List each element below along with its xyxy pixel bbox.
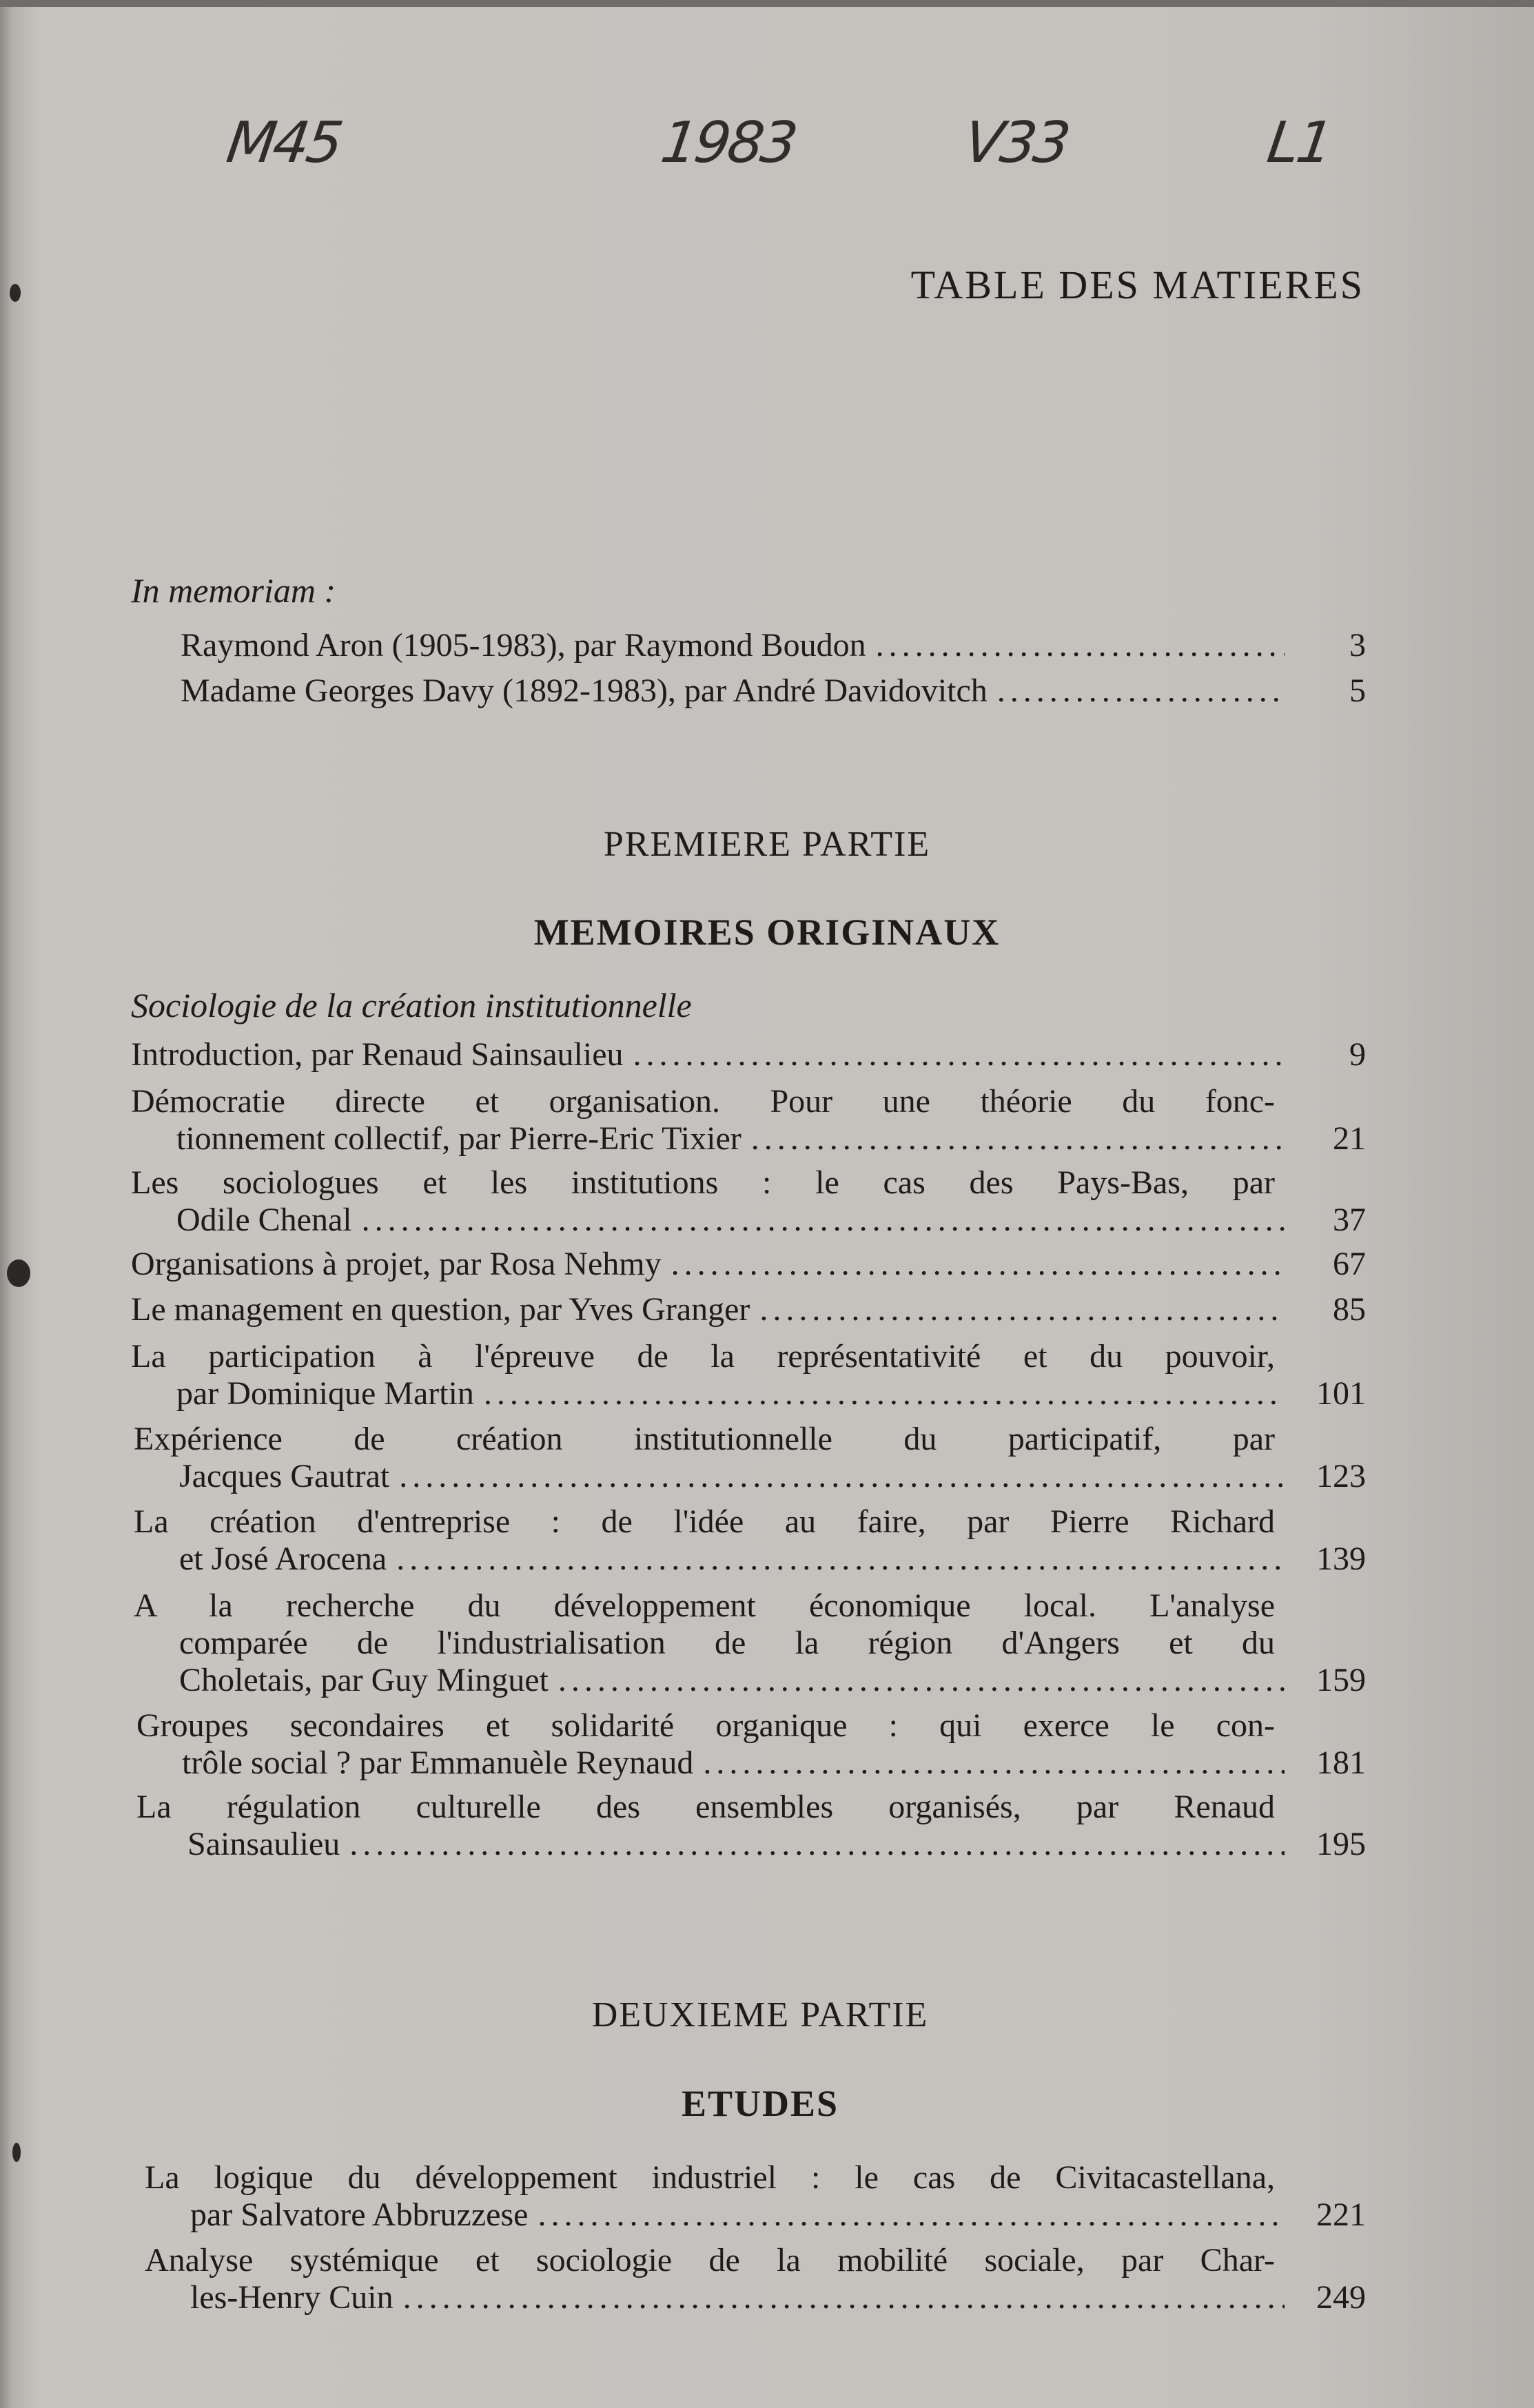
page-number: 67 <box>1333 1246 1366 1282</box>
scan-speck <box>12 2143 21 2162</box>
handwritten-mark-3: V33 <box>960 110 1072 176</box>
entry-text-line: par Dominique Martin <box>176 1375 474 1412</box>
entry-text: Organisations à projet, par Rosa Nehmy <box>131 1246 662 1282</box>
page-number: 139 <box>1316 1541 1366 1577</box>
page-number: 3 <box>1349 627 1366 663</box>
page-top-edge <box>0 0 1534 7</box>
part-2-title: DEUXIEME PARTIE <box>591 1995 929 2035</box>
scan-speck <box>7 1259 30 1287</box>
page-number: 9 <box>1349 1036 1366 1073</box>
leader-dots <box>751 1120 1285 1157</box>
entry-text: Introduction, par Renaud Sainsaulieu <box>131 1036 624 1073</box>
part-2-section-title: ETUDES <box>681 2083 839 2124</box>
page-title: TABLE DES MATIERES <box>910 263 1364 307</box>
entry-text: Madame Georges Davy (1892-1983), par André Davidovitch <box>181 672 988 709</box>
toc-entry <box>145 2242 1366 2316</box>
handwritten-mark-2: 1983 <box>657 110 799 176</box>
entry-text-line: La participation à l'épreuve de la représentativité et du pouvoir, <box>131 1338 1275 1375</box>
toc-entry <box>131 1083 1366 1157</box>
page-number: 195 <box>1316 1826 1366 1862</box>
entry-text-line: La logique du développement industriel : le cas de Civitacastellana, <box>145 2159 1275 2196</box>
page-number: 181 <box>1316 1745 1366 1781</box>
part-1-title: PREMIERE PARTIE <box>603 825 931 864</box>
leader-dots <box>396 1541 1285 1578</box>
page-number: 249 <box>1316 2279 1366 2316</box>
page-number: 85 <box>1333 1291 1366 1328</box>
leader-dots <box>997 672 1285 710</box>
page-number: 21 <box>1333 1120 1366 1157</box>
toc-entry <box>181 672 1366 710</box>
entry-text: Raymond Aron (1905-1983), par Raymond Boudon <box>181 627 866 663</box>
toc-entry <box>131 1291 1366 1328</box>
scan-speck <box>10 284 21 302</box>
toc-entry <box>181 627 1366 664</box>
toc-entry <box>131 1164 1366 1239</box>
page-number: 123 <box>1316 1458 1366 1494</box>
part-1-section-title: MEMOIRES ORIGINAUX <box>533 912 1001 953</box>
entry-text-line: La régulation culturelle des ensembles organisés, par Renaud <box>136 1789 1275 1825</box>
page-number: 101 <box>1316 1375 1366 1412</box>
entry-text-line: Les sociologues et les institutions : le cas des Pays-Bas, par <box>131 1164 1275 1201</box>
leader-dots <box>538 2196 1285 2234</box>
leader-dots <box>399 1458 1285 1495</box>
entry-text-line: les-Henry Cuin <box>190 2279 393 2316</box>
toc-entry <box>136 1789 1366 1863</box>
in-memoriam-label: In memoriam : <box>131 571 336 610</box>
leader-dots <box>403 2279 1285 2316</box>
handwritten-mark-4: L1 <box>1263 110 1335 176</box>
leader-dots <box>349 1826 1285 1863</box>
entry-text-line: Expérience de création institutionnelle du participatif, par <box>134 1421 1275 1457</box>
toc-entry <box>134 1587 1366 1699</box>
toc-entry <box>134 1421 1366 1495</box>
entry-text-line: Analyse systémique et sociologie de la mobilité sociale, par Char- <box>145 2242 1275 2278</box>
toc-entry <box>131 1338 1366 1412</box>
page-number: 221 <box>1316 2196 1366 2233</box>
entry-text-line: tionnement collectif, par Pierre-Eric Tixier <box>176 1120 742 1157</box>
toc-entry <box>134 1503 1366 1578</box>
entry-text-line: Choletais, par Guy Minguet <box>179 1662 549 1698</box>
entry-text-line: A la recherche du développement économique local. L'analyse <box>134 1587 1275 1624</box>
entry-text-line: par Salvatore Abbruzzese <box>190 2196 529 2233</box>
page-number: 5 <box>1349 672 1366 709</box>
entry-text-line: comparée de l'industrialisation de la région d'Angers et du <box>179 1625 1275 1661</box>
leader-dots <box>759 1291 1285 1328</box>
entry-text-line: Démocratie directe et organisation. Pour une théorie du fonc- <box>131 1083 1275 1120</box>
leader-dots <box>876 627 1285 664</box>
leader-dots <box>703 1745 1285 1782</box>
entry-text-line: Odile Chenal <box>176 1202 352 1238</box>
entry-text-line: Sainsaulieu <box>187 1826 340 1862</box>
page-number: 37 <box>1333 1202 1366 1238</box>
leader-dots <box>633 1036 1285 1073</box>
leader-dots <box>558 1662 1285 1699</box>
page-number: 159 <box>1316 1662 1366 1698</box>
entry-text-line: Jacques Gautrat <box>179 1458 390 1494</box>
entry-text-line: trôle social ? par Emmanuèle Reynaud <box>182 1745 694 1781</box>
entry-text-line: et José Arocena <box>179 1541 387 1577</box>
entry-text-line: La création d'entreprise : de l'idée au faire, par Pierre Richard <box>134 1503 1275 1540</box>
leader-dots <box>362 1202 1285 1239</box>
handwritten-mark-1: M45 <box>223 110 345 176</box>
part-1-subheading: Sociologie de la création institutionnelle <box>131 986 692 1025</box>
entry-text-line: Groupes secondaires et solidarité organique : qui exerce le con- <box>136 1707 1275 1744</box>
entry-text: Le management en question, par Yves Granger <box>131 1291 750 1328</box>
toc-entry <box>131 1246 1366 1283</box>
toc-entry <box>145 2159 1366 2234</box>
leader-dots <box>484 1375 1285 1412</box>
leader-dots <box>671 1246 1285 1283</box>
toc-entry <box>131 1036 1366 1073</box>
toc-entry <box>136 1707 1366 1782</box>
